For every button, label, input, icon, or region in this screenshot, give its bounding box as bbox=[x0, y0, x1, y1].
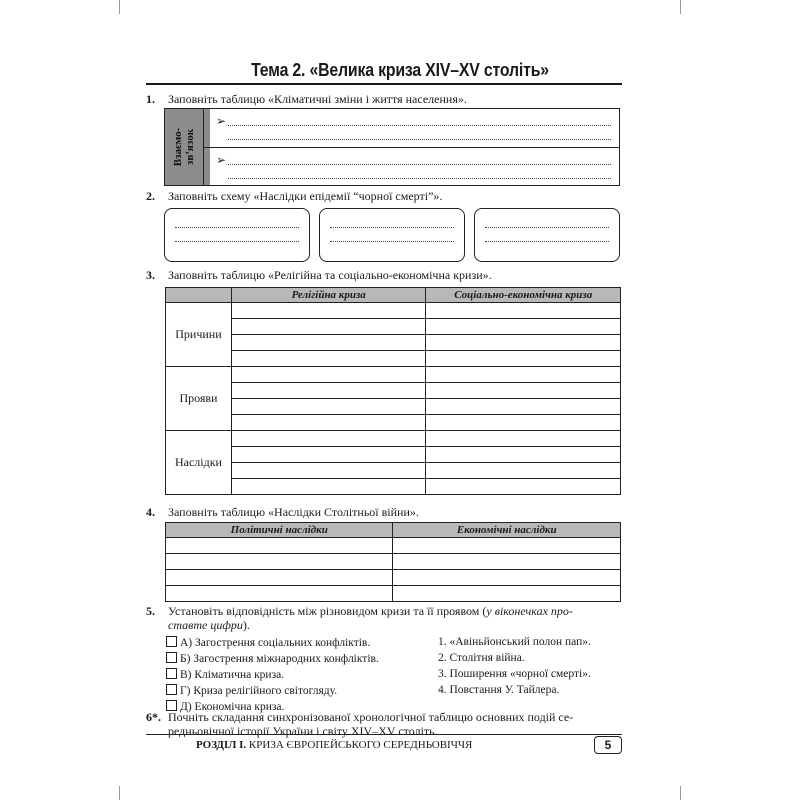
table-cell[interactable] bbox=[426, 431, 621, 447]
scheme-box[interactable] bbox=[319, 208, 465, 262]
header-label: Взаємо- зв’язок bbox=[172, 127, 196, 167]
answer-line[interactable] bbox=[228, 164, 611, 165]
table-cell[interactable] bbox=[426, 319, 621, 335]
column-header bbox=[166, 288, 232, 303]
task-3-prompt bbox=[146, 268, 492, 283]
table-cell[interactable] bbox=[166, 554, 393, 570]
task-4-prompt bbox=[146, 505, 419, 520]
task-text: Заповніть схему «Наслідки епідемії “чорної смерті”». bbox=[168, 189, 443, 203]
task-text: Почніть складання синхронізованої хронологічної таблицю основних подій се- bbox=[168, 710, 574, 724]
task-text-italic: ставте цифри bbox=[168, 618, 243, 632]
task-number: 2. bbox=[146, 189, 155, 203]
task-6-prompt-cont: редньовічної історії України і світу XIV–XV століть. bbox=[168, 724, 438, 738]
option-e: Д) Економічна криза. bbox=[166, 700, 284, 713]
row-label: Прояви bbox=[166, 367, 232, 431]
climate-row[interactable] bbox=[204, 147, 619, 186]
table-cell[interactable] bbox=[426, 447, 621, 463]
task-text: Заповніть таблицю «Кліматичні зміни і життя населення». bbox=[168, 92, 467, 106]
answer-checkbox[interactable] bbox=[166, 636, 177, 647]
answer-checkbox[interactable] bbox=[166, 684, 177, 695]
page-title: Тема 2. «Велика криза XIV–XV століть» bbox=[251, 60, 549, 80]
table-cell[interactable] bbox=[231, 383, 426, 399]
match-2: 2. Столітня війна. bbox=[438, 652, 525, 664]
arrow-icon: ➢ bbox=[216, 152, 227, 167]
column-header: Соціально-економічна криза bbox=[426, 288, 621, 303]
task-5-prompt-cont bbox=[168, 618, 250, 633]
table-cell[interactable] bbox=[231, 479, 426, 495]
crop-mark bbox=[119, 0, 120, 14]
match-1: 1. «Авіньйонський полон пап». bbox=[438, 636, 591, 648]
table-cell[interactable] bbox=[393, 554, 621, 570]
task-2-prompt bbox=[146, 189, 442, 204]
table-cell[interactable] bbox=[231, 319, 426, 335]
table-cell[interactable] bbox=[393, 538, 621, 554]
page-number: 5 bbox=[594, 736, 622, 754]
climate-table-header bbox=[165, 109, 204, 185]
table-cell[interactable] bbox=[426, 335, 621, 351]
task-text: Заповніть таблицю «Релігійна та соціально-економічна кризи». bbox=[168, 268, 492, 282]
table-cell[interactable] bbox=[426, 399, 621, 415]
option-c: В) Кліматична криза. bbox=[166, 668, 284, 681]
climate-row[interactable] bbox=[204, 109, 619, 147]
table-cell[interactable] bbox=[166, 586, 393, 602]
table-cell[interactable] bbox=[426, 351, 621, 367]
answer-line[interactable] bbox=[228, 125, 611, 126]
task-text-italic: у віконечках про- bbox=[486, 604, 573, 618]
table-cell[interactable] bbox=[231, 351, 426, 367]
climate-table bbox=[164, 108, 620, 186]
table-cell[interactable] bbox=[393, 570, 621, 586]
task-number: 5. bbox=[146, 604, 155, 618]
table-cell[interactable] bbox=[231, 463, 426, 479]
row-label: Причини bbox=[166, 303, 232, 367]
task-6-prompt bbox=[146, 710, 573, 725]
option-b: Б) Загострення міжнародних конфліктів. bbox=[166, 652, 379, 665]
crop-mark bbox=[680, 0, 681, 14]
task-1-prompt bbox=[146, 92, 467, 107]
scheme-box[interactable] bbox=[474, 208, 620, 262]
answer-line[interactable] bbox=[175, 241, 299, 242]
task-text: Установіть відповідність між різновидом кризи та її проявом ( bbox=[168, 604, 487, 618]
table-cell[interactable] bbox=[426, 367, 621, 383]
column-header: Економічні наслідки bbox=[393, 523, 621, 538]
table-cell[interactable] bbox=[426, 463, 621, 479]
task-number: 1. bbox=[146, 92, 155, 106]
table-cell[interactable] bbox=[231, 335, 426, 351]
table-cell[interactable] bbox=[231, 415, 426, 431]
table-cell[interactable] bbox=[166, 538, 393, 554]
answer-line[interactable] bbox=[485, 241, 609, 242]
match-4: 4. Повстання У. Тайлера. bbox=[438, 684, 560, 696]
crop-mark bbox=[680, 786, 681, 800]
table-cell[interactable] bbox=[393, 586, 621, 602]
answer-line[interactable] bbox=[330, 241, 454, 242]
answer-checkbox[interactable] bbox=[166, 652, 177, 663]
column-header: Політичні наслідки bbox=[166, 523, 393, 538]
task-text: Заповніть таблицю «Наслідки Столітньої війни». bbox=[168, 505, 419, 519]
answer-checkbox[interactable] bbox=[166, 668, 177, 679]
table-cell[interactable] bbox=[231, 303, 426, 319]
answer-line[interactable] bbox=[228, 139, 611, 140]
match-3: 3. Поширення «чорної смерті». bbox=[438, 668, 591, 680]
table-cell[interactable] bbox=[231, 431, 426, 447]
war-consequences-table bbox=[165, 522, 621, 602]
table-cell[interactable] bbox=[426, 479, 621, 495]
table-cell[interactable] bbox=[426, 415, 621, 431]
answer-line[interactable] bbox=[485, 227, 609, 228]
answer-line[interactable] bbox=[228, 178, 611, 179]
task-text: ). bbox=[242, 618, 250, 632]
task-number: 3. bbox=[146, 268, 155, 282]
task-number: 4. bbox=[146, 505, 155, 519]
arrow-icon: ➢ bbox=[216, 114, 227, 128]
column-header: Релігійна криза bbox=[231, 288, 426, 303]
section-title: РОЗДІЛ I. КРИЗА ЄВРОПЕЙСЬКОГО СЕРЕДНЬОВІЧЧЯ bbox=[196, 739, 473, 751]
crisis-table bbox=[165, 287, 621, 495]
table-cell[interactable] bbox=[231, 447, 426, 463]
option-a: А) Загострення соціальних конфліктів. bbox=[166, 636, 370, 649]
row-label: Наслідки bbox=[166, 431, 232, 495]
table-cell[interactable] bbox=[166, 570, 393, 586]
answer-line[interactable] bbox=[330, 227, 454, 228]
table-cell[interactable] bbox=[426, 383, 621, 399]
task-5-prompt bbox=[146, 604, 573, 619]
page-footer bbox=[146, 734, 622, 757]
crop-mark bbox=[119, 786, 120, 800]
table-cell[interactable] bbox=[426, 303, 621, 319]
table-cell[interactable] bbox=[231, 399, 426, 415]
scheme-box[interactable] bbox=[164, 208, 310, 262]
option-d: Г) Криза релігійного світогляду. bbox=[166, 684, 337, 697]
answer-line[interactable] bbox=[175, 227, 299, 228]
title-rule bbox=[146, 83, 622, 85]
table-cell[interactable] bbox=[231, 367, 426, 383]
task-number: 6*. bbox=[146, 710, 161, 724]
